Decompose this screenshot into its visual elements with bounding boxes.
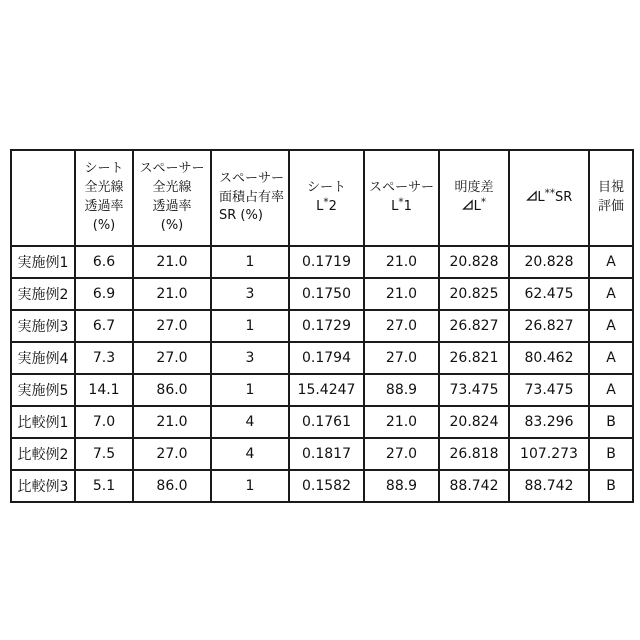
value-cell: 3: [211, 342, 289, 374]
value-cell: 20.825: [439, 278, 509, 310]
value-cell: 21.0: [364, 246, 439, 278]
value-cell: 62.475: [509, 278, 589, 310]
value-cell: 7.0: [75, 406, 133, 438]
value-cell: 107.273: [509, 438, 589, 470]
value-cell: 27.0: [133, 342, 211, 374]
value-cell: 0.1719: [289, 246, 364, 278]
row-label: 実施例5: [11, 374, 75, 406]
table-row: [11, 438, 633, 470]
value-cell: 88.9: [364, 470, 439, 502]
row-label: 実施例4: [11, 342, 75, 374]
row-label: 比較例2: [11, 438, 75, 470]
value-cell: A: [589, 246, 633, 278]
value-cell: 1: [211, 374, 289, 406]
value-cell: 3: [211, 278, 289, 310]
value-cell: 6.6: [75, 246, 133, 278]
value-cell: 21.0: [133, 246, 211, 278]
table-row: [11, 310, 633, 342]
value-cell: 26.827: [439, 310, 509, 342]
value-cell: 21.0: [133, 278, 211, 310]
value-cell: 27.0: [364, 310, 439, 342]
table-row: [11, 246, 633, 278]
col-header-visual-evaluation: 目視 評価: [589, 150, 633, 246]
value-cell: B: [589, 406, 633, 438]
row-label: 実施例3: [11, 310, 75, 342]
value-cell: 6.7: [75, 310, 133, 342]
col-header-example: [11, 150, 75, 246]
value-cell: 86.0: [133, 374, 211, 406]
table-row: [11, 406, 633, 438]
value-cell: 4: [211, 406, 289, 438]
value-cell: 27.0: [364, 342, 439, 374]
value-cell: A: [589, 374, 633, 406]
col-header-lightness-difference: 明度差 L*: [439, 150, 509, 246]
table-body: [11, 246, 633, 502]
value-cell: 6.9: [75, 278, 133, 310]
value-cell: 27.0: [364, 438, 439, 470]
value-cell: A: [589, 278, 633, 310]
value-cell: 1: [211, 246, 289, 278]
value-cell: 26.818: [439, 438, 509, 470]
value-cell: B: [589, 438, 633, 470]
value-cell: 88.9: [364, 374, 439, 406]
value-cell: 21.0: [364, 278, 439, 310]
value-cell: 21.0: [133, 406, 211, 438]
value-cell: 27.0: [133, 438, 211, 470]
value-cell: 1: [211, 310, 289, 342]
value-cell: 1: [211, 470, 289, 502]
delta-triangle-icon: [462, 199, 474, 211]
value-cell: 5.1: [75, 470, 133, 502]
value-cell: 0.1761: [289, 406, 364, 438]
value-cell: 26.821: [439, 342, 509, 374]
row-label: 比較例3: [11, 470, 75, 502]
col-header-spacer-area-ratio-sr: スペーサー 面積占有率 SR (%): [211, 150, 289, 246]
value-cell: 27.0: [133, 310, 211, 342]
row-label: 比較例1: [11, 406, 75, 438]
value-cell: 7.5: [75, 438, 133, 470]
value-cell: 0.1794: [289, 342, 364, 374]
value-cell: 86.0: [133, 470, 211, 502]
value-cell: A: [589, 342, 633, 374]
value-cell: 88.742: [439, 470, 509, 502]
col-header-deltal-times-sr: L**SR: [509, 150, 589, 246]
value-cell: 26.827: [509, 310, 589, 342]
value-cell: A: [589, 310, 633, 342]
value-cell: 20.828: [509, 246, 589, 278]
table-row: [11, 278, 633, 310]
value-cell: 20.824: [439, 406, 509, 438]
value-cell: 88.742: [509, 470, 589, 502]
col-header-sheet-total-transmittance: シート 全光線 透過率 (%): [75, 150, 133, 246]
value-cell: 73.475: [439, 374, 509, 406]
value-cell: B: [589, 470, 633, 502]
value-cell: 21.0: [364, 406, 439, 438]
row-label: 実施例1: [11, 246, 75, 278]
value-cell: 4: [211, 438, 289, 470]
results-table: [10, 149, 634, 503]
delta-triangle-icon: [526, 190, 538, 202]
value-cell: 0.1750: [289, 278, 364, 310]
row-label: 実施例2: [11, 278, 75, 310]
table-row: [11, 470, 633, 502]
value-cell: 15.4247: [289, 374, 364, 406]
value-cell: 73.475: [509, 374, 589, 406]
value-cell: 83.296: [509, 406, 589, 438]
value-cell: 0.1582: [289, 470, 364, 502]
header-row: [11, 150, 633, 246]
value-cell: 0.1729: [289, 310, 364, 342]
value-cell: 80.462: [509, 342, 589, 374]
value-cell: 7.3: [75, 342, 133, 374]
value-cell: 14.1: [75, 374, 133, 406]
col-header-spacer-total-transmittance: スペーサー 全光線 透過率 (%): [133, 150, 211, 246]
col-header-sheet-lstar2: シート L*2: [289, 150, 364, 246]
table-row: [11, 342, 633, 374]
table-row: [11, 374, 633, 406]
col-header-spacer-lstar1: スペーサー L*1: [364, 150, 439, 246]
value-cell: 0.1817: [289, 438, 364, 470]
value-cell: 20.828: [439, 246, 509, 278]
